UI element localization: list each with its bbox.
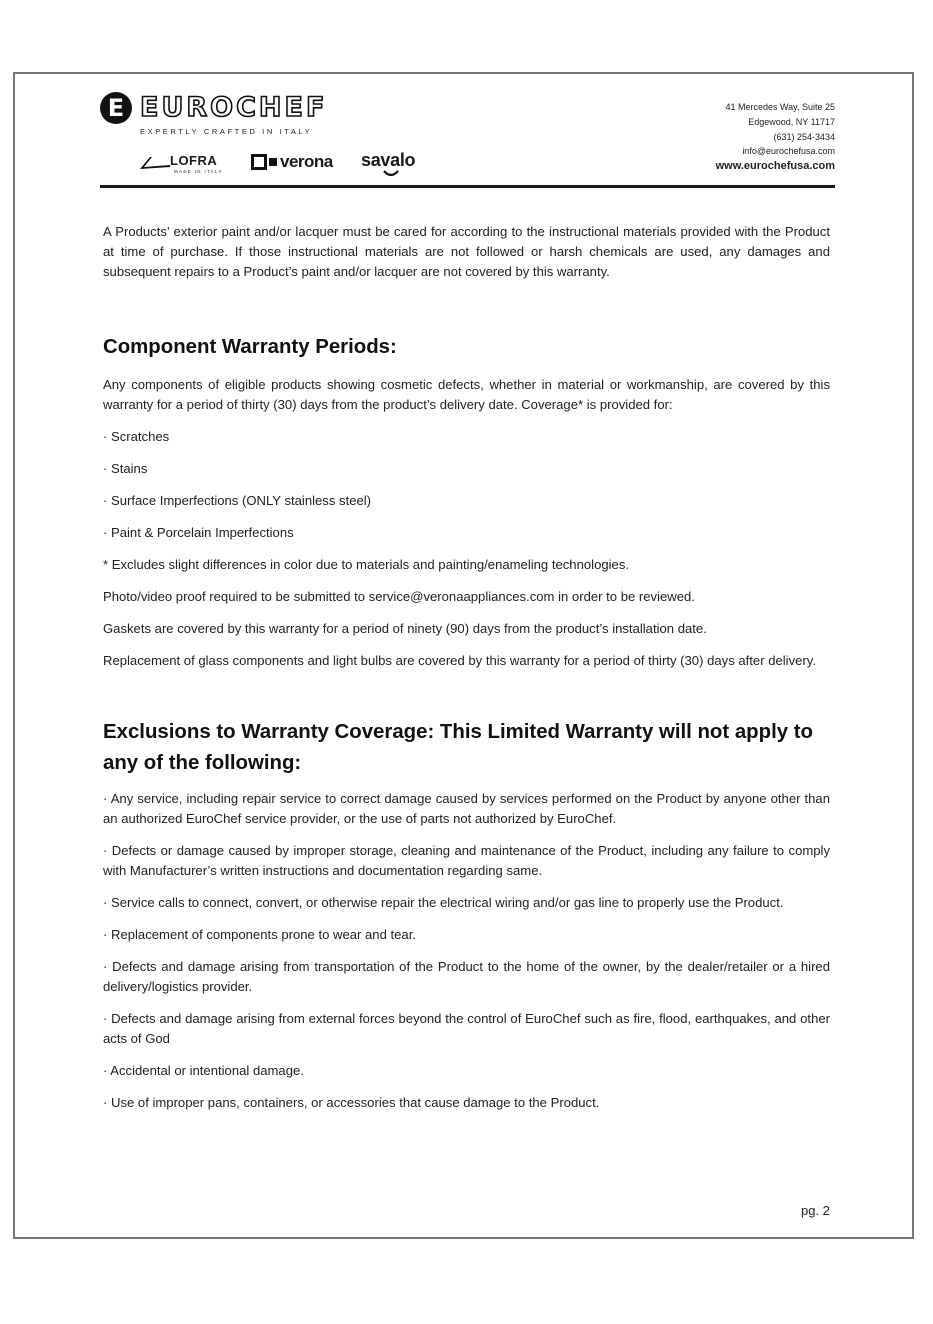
component-warranty-heading: Component Warranty Periods: (103, 336, 397, 358)
website-address: www.eurochefusa.com (715, 160, 835, 173)
component-intro-paragraph: Any components of eligible products showing cosmetic defects, whether in material or workmanship, are covered by this warranty for a period of thirty (30) days from the product’s delivery date. Coverage* is provided for: (103, 377, 830, 412)
savalo-logo (361, 150, 415, 171)
exclusion-item: · Service calls to connect, convert, or otherwise repair the electrical wiring and/or gas line to properly use the Product. (103, 895, 784, 910)
exclusion-item: · Use of improper pans, containers, or accessories that cause damage to the Product. (103, 1095, 600, 1110)
coverage-item: · Stains (103, 461, 148, 476)
verona-dot-icon (269, 158, 277, 166)
lofra-swoosh-icon (140, 156, 170, 170)
eurochef-wordmark: EUROCHEF (140, 92, 328, 123)
coverage-item: · Scratches (103, 429, 170, 444)
address-line-2: Edgewood, NY 11717 (748, 116, 835, 127)
email-address: info@eurochefusa.com (742, 146, 835, 157)
brand-logos (140, 150, 440, 178)
lofra-wordmark: LOFRA (170, 153, 218, 168)
eurochef-logo-icon: E (100, 92, 132, 124)
tagline: EXPERTLY CRAFTED IN ITALY (140, 127, 313, 136)
page-number: pg. 2 (801, 1203, 830, 1218)
phone-number: (631) 254-3434 (773, 131, 835, 142)
verona-logo (251, 152, 333, 172)
verona-wordmark: verona (280, 152, 333, 171)
glass-paragraph: Replacement of glass components and light bulbs are covered by this warranty for a period of thirty (30) days after delivery. (103, 653, 816, 668)
document-body (103, 222, 830, 1125)
gaskets-paragraph: Gaskets are covered by this warranty for a period of ninety (90) days from the product’s installation date. (103, 621, 707, 636)
letterhead (100, 90, 835, 188)
exclusion-item: · Replacement of components prone to wear and tear. (103, 927, 416, 942)
savalo-smile-icon (383, 170, 399, 177)
address-line-1: 41 Mercedes Way, Suite 25 (725, 102, 835, 112)
coverage-item: · Paint & Porcelain Imperfections (103, 525, 294, 540)
exclusion-item: · Accidental or intentional damage. (103, 1063, 304, 1078)
exclusion-item: · Defects or damage caused by improper storage, cleaning and maintenance of the Product, including any failure to comply with Manufacturer’s written instructions and documentation regarding same. (103, 843, 830, 878)
exclusion-item: · Defects and damage arising from external forces beyond the control of EuroChef such as fire, flood, earthquakes, and other acts of God (103, 1011, 830, 1046)
exclusion-item: · Any service, including repair service to correct damage caused by services performed on the Product by anyone other than an authorized EuroChef service provider, or the use of parts not authorized by EuroChef. (103, 791, 830, 826)
savalo-wordmark: savalo (361, 150, 416, 170)
verona-square-icon (251, 154, 267, 170)
lofra-subtitle: MADE IN ITALY (174, 169, 223, 174)
exclusions-heading: Exclusions to Warranty Coverage: This Limited Warranty will not apply to any of the following: (103, 721, 814, 774)
paint-care-paragraph: A Products’ exterior paint and/or lacquer must be cared for according to the instructional materials provided with the Product at time of purchase. If those instructional materials are not followed or harsh chemicals are used, any damages and subsequent repairs to a Product’s paint and/or lacquer are not covered by this warranty. (103, 224, 830, 279)
header-divider (100, 185, 835, 188)
exclusion-item: · Defects and damage arising from transportation of the Product to the home of the owner, by the dealer/retailer or a hired delivery/logistics provider. (103, 959, 830, 994)
coverage-footnote: * Excludes slight differences in color due to materials and painting/enameling technologies. (103, 557, 630, 572)
proof-paragraph: Photo/video proof required to be submitted to service@veronaappliances.com in order to be reviewed. (103, 589, 695, 604)
coverage-item: · Surface Imperfections (ONLY stainless steel) (103, 493, 372, 508)
company-address (716, 100, 835, 174)
